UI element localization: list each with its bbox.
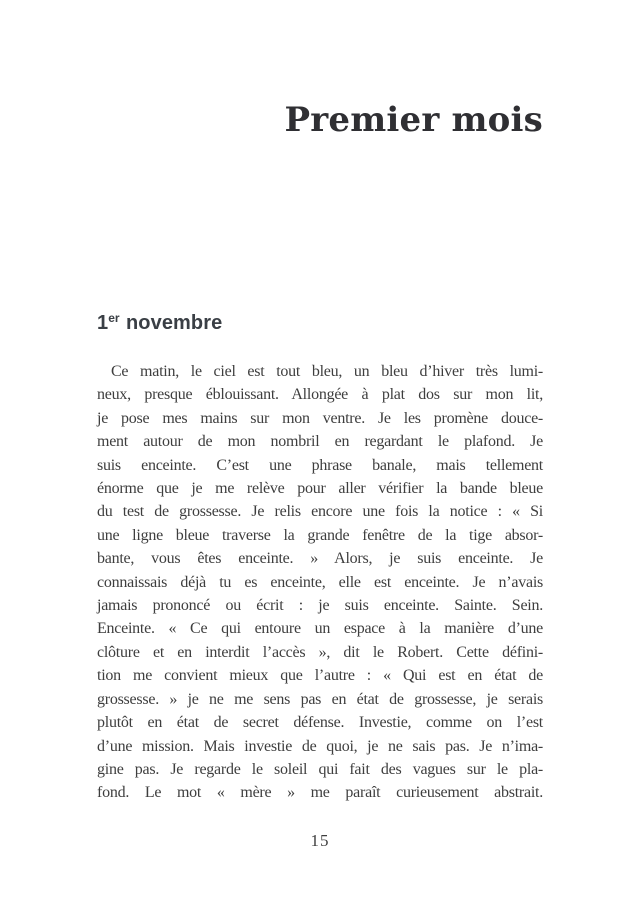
text-line: je pose mes mains sur mon ventre. Je les promène douce- xyxy=(97,409,543,427)
date-day: 1 xyxy=(97,312,109,334)
text-line: Enceinte. « Ce qui entoure un espace à la manière d’une xyxy=(97,620,543,638)
date-month: novembre xyxy=(125,312,223,334)
text-line: ment autour de mon nombril en regardant le plafond. Je xyxy=(97,433,543,451)
text-line: clôture et en interdit l’accès », dit le Robert. Cette défini- xyxy=(97,643,543,661)
text-line: énorme que je me relève pour aller vérifier la bande bleue xyxy=(97,480,543,498)
date-ordinal-superscript: er xyxy=(108,311,120,325)
text-line: grossesse. » je ne me sens pas en état de grossesse, je serais xyxy=(97,690,543,708)
text-line: gine pas. Je regarde le soleil qui fait des vagues sur le pla- xyxy=(97,760,543,778)
chapter-title: Premier mois xyxy=(284,100,543,140)
text-line: bante, vous êtes enceinte. » Alors, je suis enceinte. Je xyxy=(97,550,543,568)
page-number: 15 xyxy=(310,831,330,850)
text-line: suis enceinte. C’est une phrase banale, mais tellement xyxy=(97,456,543,474)
text-line: tion me convient mieux que l’autre : « Qui est en état de xyxy=(97,667,543,685)
text-line: connaissais déjà tu es enceinte, elle est enceinte. Je n’avais xyxy=(97,573,543,591)
text-line: une ligne bleue traverse la grande fenêtre de la tige absor- xyxy=(97,526,543,544)
paragraph xyxy=(97,360,543,805)
text-line: Ce matin, le ciel est tout bleu, un bleu d’hiver très lumi- xyxy=(111,363,543,380)
date-heading xyxy=(97,312,222,335)
text-line: jamais prononcé ou écrit : je suis enceinte. Sainte. Sein. xyxy=(97,597,543,615)
text-line: plutôt en état de secret défense. Investie, comme on l’est xyxy=(97,714,543,732)
text-line: d’une mission. Mais investie de quoi, je ne sais pas. Je n’ima- xyxy=(97,737,543,755)
text-line: fond. Le mot « mère » me paraît curieusement abstrait. xyxy=(97,784,543,802)
text-line: du test de grossesse. Je relis encore une fois la notice : « Si xyxy=(97,503,543,521)
text-line: neux, presque éblouissant. Allongée à plat dos sur mon lit, xyxy=(97,386,543,404)
